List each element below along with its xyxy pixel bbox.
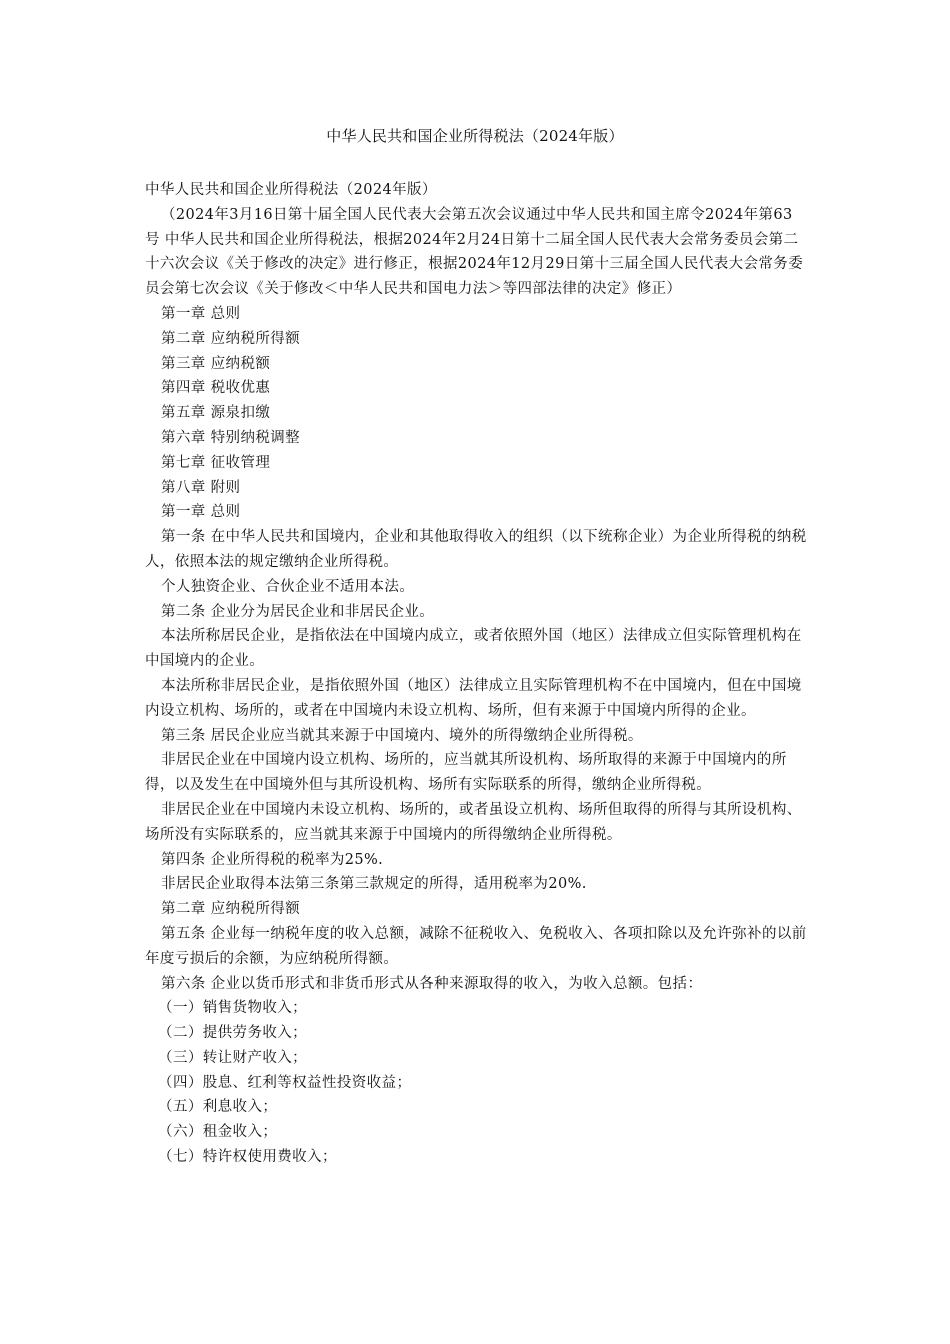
toc-item: 第七章 征收管理: [160, 454, 271, 471]
article-3-paragraph-3: 非居民企业在中国境内未设立机构、场所的，或者虽设立机构、场所但取得的所得与其所设机构、场所没有实际联系的，应当就其来源于中国境内的所得缴纳企业所得税。: [145, 801, 802, 843]
toc-item: 第五章 源泉扣缴: [160, 405, 271, 422]
toc-item: 第四章 税收优惠: [160, 380, 271, 397]
article-3: 第三条 居民企业应当就其来源于中国境内、境外的所得缴纳企业所得税。: [160, 727, 643, 744]
article-1: 第一条 在中华人民共和国境内，企业和其他取得收入的组织（以下统称企业）为企业所得税的纳税人，依照本法的规定缴纳企业所得税。: [145, 529, 807, 570]
list-item: （一）销售货物收入；: [158, 1000, 308, 1017]
article-6: 第六条 企业以货币形式和非货币形式从各种来源取得的收入，为收入总额。包括：: [160, 975, 703, 992]
toc-item: 第八章 附则: [160, 479, 241, 496]
document-body: [145, 178, 807, 1170]
article-2: 第二条 企业分为居民企业和非居民企业。: [160, 603, 435, 620]
article-2-paragraph-2: 本法所称居民企业，是指依法在中国境内成立，或者依照外国（地区）法律成立但实际管理机构在中国境内的企业。: [145, 628, 802, 670]
toc-item: 第六章 特别纳税调整: [160, 429, 301, 446]
document-title: 中华人民共和国企业所得税法（2024年版）: [326, 127, 624, 145]
toc-item: 第二章 应纳税所得额: [160, 330, 301, 347]
chapter-heading: 第二章 应纳税所得额: [160, 901, 301, 918]
preamble: （2024年3月16日第十届全国人民代表大会第五次会议通过中华人民共和国主席令2024年第63号 中华人民共和国企业所得税法，根据2024年2月24日第十二届全国人民代表大会常务委员会第二十六次会议《关于修改的决定》进行修正，根据2024年12月29日第十三届全国人民代表大会常务委员会第七次会议《关于修改＜中华人民共和国电力法＞等四部法律的决定》修正）: [145, 206, 804, 298]
list-item: （六）租金收入；: [158, 1124, 278, 1141]
list-item: （五）利息收入；: [158, 1099, 278, 1116]
list-item: （三）转让财产收入；: [158, 1049, 308, 1066]
article-4: 第四条 企业所得税的税率为25%.: [160, 851, 384, 868]
article-5: 第五条 企业每一纳税年度的收入总额，减除不征税收入、免税收入、各项扣除以及允许弥补的以前年度亏损后的余额，为应纳税所得额。: [145, 925, 807, 967]
toc-item: 第一章 总则: [160, 305, 241, 322]
list-item: （七）特许权使用费收入；: [158, 1149, 337, 1166]
list-item: （四）股息、红利等权益性投资收益；: [158, 1074, 412, 1091]
article-3-paragraph-2: 非居民企业在中国境内设立机构、场所的，应当就其所设机构、场所取得的来源于中国境内的所得，以及发生在中国境外但与其所设机构、场所有实际联系的所得，缴纳企业所得税。: [145, 752, 787, 794]
article-4-paragraph-2: 非居民企业取得本法第三条第三款规定的所得，适用税率为20%.: [160, 876, 587, 893]
law-heading: 中华人民共和国企业所得税法（2024年版）: [145, 182, 437, 198]
article-2-paragraph-3: 本法所称非居民企业，是指依照外国（地区）法律成立且实际管理机构不在中国境内，但在中国境内设立机构、场所的，或者在中国境内未设立机构、场所，但有来源于中国境内所得的企业。: [145, 677, 802, 719]
list-item: （二）提供劳务收入；: [158, 1025, 308, 1042]
toc-item: 第三章 应纳税额: [160, 355, 271, 372]
article-1-paragraph-2: 个人独资企业、合伙企业不适用本法。: [160, 578, 415, 595]
chapter-heading: 第一章 总则: [160, 504, 241, 521]
